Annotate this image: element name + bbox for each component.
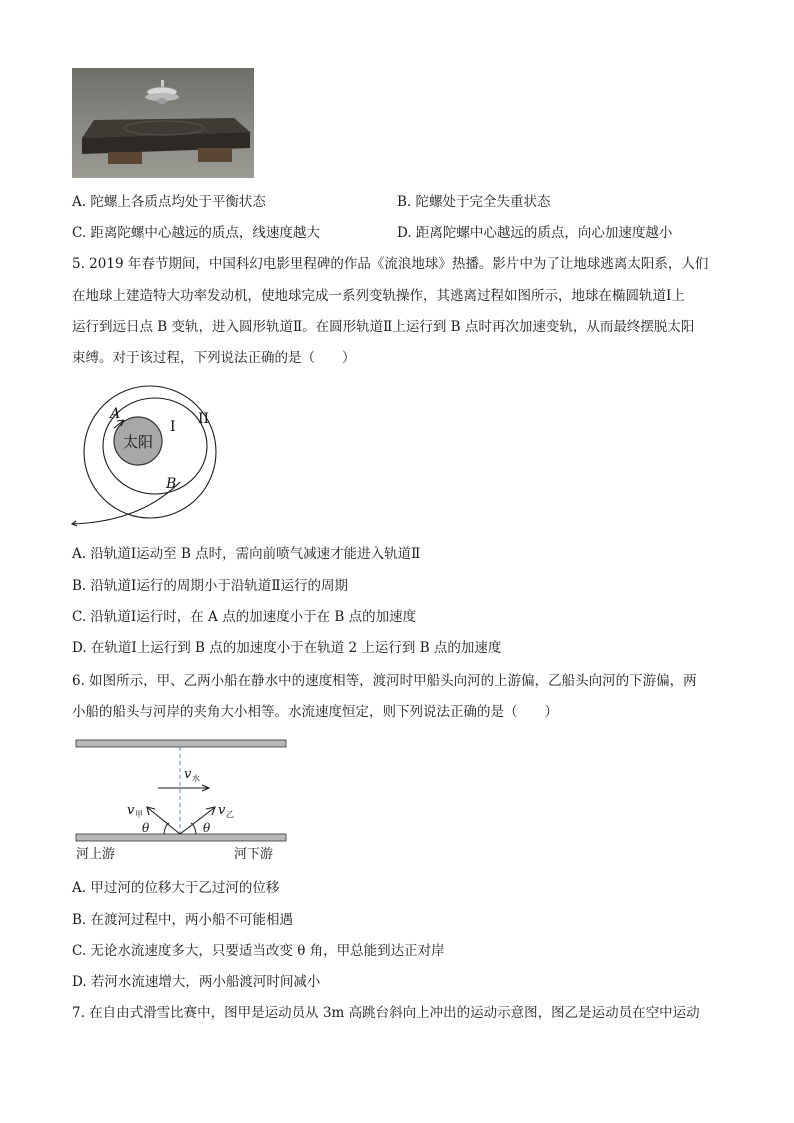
q4-option-a: A. 陀螺上各质点均处于平衡状态 [72, 194, 266, 210]
v-jia-label: v [127, 803, 135, 818]
q4-option-d: D. 距离陀螺中心越远的质点，向心加速度越小 [397, 225, 673, 241]
q6-stem-line-1: 6. 如图所示，甲、乙两小船在静水中的速度相等，渡河时甲船头向河的上游偏，乙船头向河的下游偏，两 [72, 673, 697, 689]
river-crossing-diagram [72, 736, 292, 864]
upstream-label: 河上游 [76, 847, 116, 862]
point-a-label: A [110, 406, 121, 422]
q5-option-c: C. 沿轨道Ⅰ运行时，在 A 点的加速度小于在 B 点的加速度 [72, 609, 417, 625]
q5-stem-line-2: 在地球上建造特大功率发动机，使地球完成一系列变轨操作，其逃离过程如图所示，地球在椭圆轨道Ⅰ上 [72, 288, 685, 304]
orbit-diagram [70, 384, 230, 532]
v-water-label: v [184, 767, 192, 782]
v-water-subscript: 水 [192, 774, 200, 783]
downstream-label: 河下游 [234, 847, 274, 862]
sun-label: 太阳 [122, 433, 154, 451]
v-yi-label: v [218, 803, 226, 818]
q5-option-d: D. 在轨道Ⅰ上运行到 B 点的加速度小于在轨道 2 上运行到 B 点的加速度 [72, 640, 502, 656]
q5-stem-line-1: 5. 2019 年春节期间，中国科幻电影里程碑的作品《流浪地球》热播。影片中为了让地球逃离太阳系，人们 [72, 256, 709, 272]
orbit-2-label: II [198, 411, 210, 427]
q5-stem-line-3: 运行到远日点 B 变轨，进入圆形轨道Ⅱ。在圆形轨道Ⅱ上运行到 B 点时再次加速变轨，从而最终摆脱太阳 [72, 319, 695, 335]
q6-option-c: C. 无论水流速度多大，只要适当改变 θ 角，甲总能到达正对岸 [72, 943, 445, 959]
v-jia-subscript: 甲 [135, 810, 143, 819]
q6-option-d: D. 若河水流速增大，两小船渡河时间减小 [72, 974, 321, 990]
theta-right-label: θ [203, 821, 211, 835]
v-yi-subscript: 乙 [226, 810, 234, 819]
q6-option-b: B. 在渡河过程中，两小船不可能相遇 [72, 912, 294, 928]
q7-stem-line-1: 7. 在自由式滑雪比赛中，图甲是运动员从 3m 高跳台斜向上冲出的运动示意图，图乙是运动员在空中运动 [72, 1005, 700, 1021]
q5-option-b: B. 沿轨道Ⅰ运行的周期小于沿轨道Ⅱ运行的周期 [72, 578, 349, 594]
point-b-label: B [166, 476, 177, 492]
q6-stem-line-2: 小船的船头与河岸的夹角大小相等。水流速度恒定，则下列说法正确的是（ ） [72, 704, 558, 720]
q4-option-c: C. 距离陀螺中心越远的质点，线速度越大 [72, 225, 320, 241]
q4-option-b: B. 陀螺处于完全失重状态 [397, 194, 551, 210]
orbit-1-label: I [170, 419, 176, 435]
levitating-top-photo [72, 68, 254, 178]
q5-stem-line-4: 束缚。对于该过程，下列说法正确的是（ ） [72, 350, 356, 366]
q6-option-a: A. 甲过河的位移大于乙过河的位移 [72, 880, 280, 896]
q5-option-a: A. 沿轨道Ⅰ运动至 B 点时，需向前喷气减速才能进入轨道Ⅱ [72, 546, 421, 562]
theta-left-label: θ [142, 821, 150, 835]
